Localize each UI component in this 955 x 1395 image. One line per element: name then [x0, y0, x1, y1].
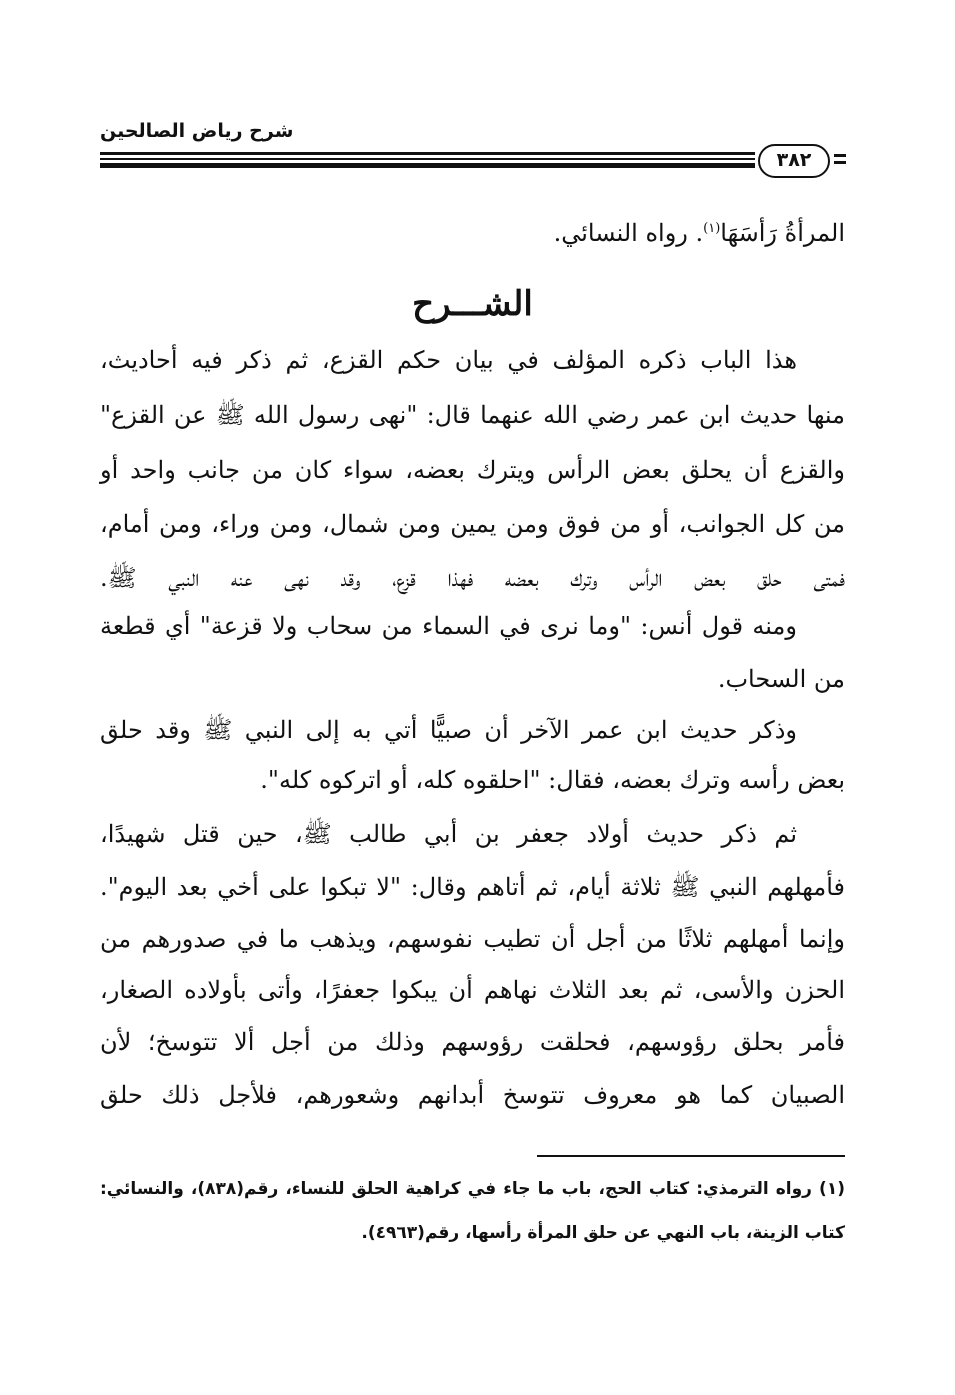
header-ornament — [834, 161, 846, 164]
page-number: ٣٨٢ — [758, 144, 830, 178]
hadith-source: . رواه النسائي. — [553, 219, 704, 247]
header-rule — [100, 158, 755, 160]
running-title: شرح رياض الصالحين — [100, 120, 294, 142]
body-line: وذكر حديث ابن عمر الآخر أن صبيًّا أتي به إلى النبي ﷺ وقد حلق — [100, 716, 797, 744]
body-line: بعض رأسه وترك بعضه، فقال: "احلقوه كله، أو اتركوه كله". — [260, 766, 845, 794]
header-ornament — [834, 154, 846, 157]
footnote-line: (١) رواه الترمذي: كتاب الحج، باب ما جاء في كراهية الحلق للنساء، رقم(٨٣٨)، والنسائي: — [100, 1179, 845, 1199]
body-line: فمتى حلق بعض الرأس وترك بعضه فهذا قزع، وقد نهى عنه النبي ﷺ. — [100, 564, 845, 592]
footnote-line: كتاب الزينة، باب النهي عن حلق المرأة رأسها، رقم(٤٩٦٣). — [361, 1223, 845, 1243]
body-line: وإنما أمهلهم ثلاثًا من أجل أن تطيب نفوسهم، ويذهب ما في صدورهم من — [100, 925, 845, 953]
body-line: ومنه قول أنس: "وما نرى في السماء من سحاب ولا قزعة" أي قطعة — [100, 612, 797, 640]
body-line: منها حديث ابن عمر رضي الله عنهما قال: "نهى رسول الله ﷺ عن القزع" — [100, 401, 845, 429]
body-line: ثم ذكر حديث أولاد جعفر بن أبي طالب ﷺ، حين قتل شهيدًا، — [100, 820, 797, 848]
hadith-end-line — [100, 212, 845, 252]
body-line: فأمر بحلق رؤوسهم، فحلقت رؤوسهم وذلك من أجل ألا تتوسخ؛ لأن — [100, 1028, 845, 1056]
hadith-text: المرأةُ رَأسَهَا — [720, 219, 845, 247]
body-line: الصبيان كما هو معروف تتوسخ أبدانهم وشعورهم، فلأجل ذلك حلق — [100, 1081, 845, 1109]
header-rule — [100, 152, 755, 155]
body-line: هذا الباب ذكره المؤلف في بيان حكم القزع، ثم ذكر فيه أحاديث، — [100, 346, 797, 374]
body-line: فأمهلهم النبي ﷺ ثلاثة أيام، ثم أتاهم وقال: "لا تبكوا على أخي بعد اليوم". — [100, 873, 845, 901]
body-line: من السحاب. — [717, 665, 845, 693]
body-line: والقزع أن يحلق بعض الرأس ويترك بعضه، سواء كان من جانب واحد أو — [100, 456, 845, 484]
header-rule — [100, 163, 755, 168]
footnote-separator — [537, 1155, 845, 1157]
body-line: من كل الجوانب، أو من فوق ومن يمين ومن شمال، ومن وراء، ومن أمام، — [100, 510, 845, 538]
section-heading: الشـــرح — [412, 284, 533, 324]
footnote-ref[interactable]: (١) — [703, 221, 721, 236]
body-line: الحزن والأسى، ثم بعد الثلاث نهاهم أن يبكوا جعفرًا، وأتى بأولاده الصغار، — [100, 976, 845, 1004]
